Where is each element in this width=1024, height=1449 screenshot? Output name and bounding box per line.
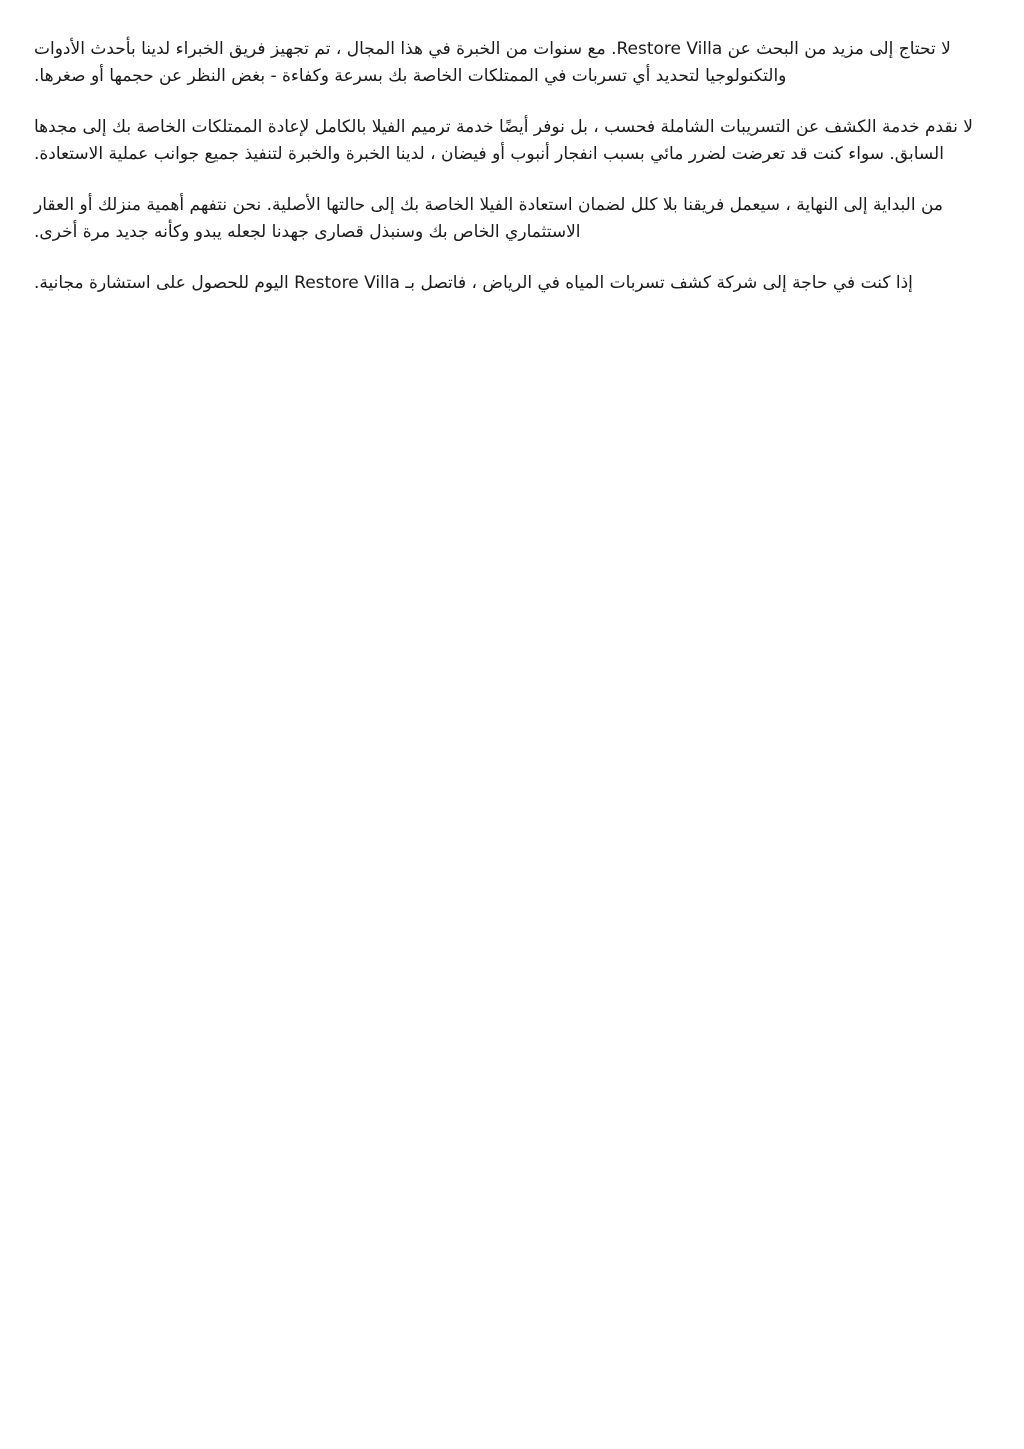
paragraph-process: من البداية إلى النهاية ، سيعمل فريقنا بلا كلل لضمان استعادة الفيلا الخاصة بك إلى حالتها الأصلية. نحن نتفهم أهمية منزلك أو العقار الاستثماري الخاص بك وسنبذل قصارى جهدنا لجعله يبدو وكأنه جديد مرة أخرى. xyxy=(34,195,943,242)
paragraph-restoration: لا نقدم خدمة الكشف عن التسريبات الشاملة فحسب ، بل نوفر أيضًا خدمة ترميم الفيلا بالكامل لإعادة الممتلكات الخاصة بك إلى مجدها السابق. سواء كنت قد تعرضت لضرر مائي بسبب انفجار أنبوب أو فيضان ، لدينا الخبرة والخبرة لتنفيذ جميع جوانب عملية الاستعادة. xyxy=(34,117,973,164)
paragraph-contact: إذا كنت في حاجة إلى شركة كشف تسربات المياه في الرياض ، فاتصل بـ Restore Villa اليوم للحصول على استشارة مجانية. xyxy=(34,273,913,293)
paragraph-intro: لا تحتاج إلى مزيد من البحث عن Restore Villa. مع سنوات من الخبرة في هذا المجال ، تم تجهيز فريق الخبراء لدينا بأحدث الأدوات والتكنولوجيا لتحديد أي تسربات في الممتلكات الخاصة بك بسرعة وكفاءة - بغض النظر عن حجمها أو صغرها. xyxy=(34,39,951,86)
document-body xyxy=(34,36,990,297)
